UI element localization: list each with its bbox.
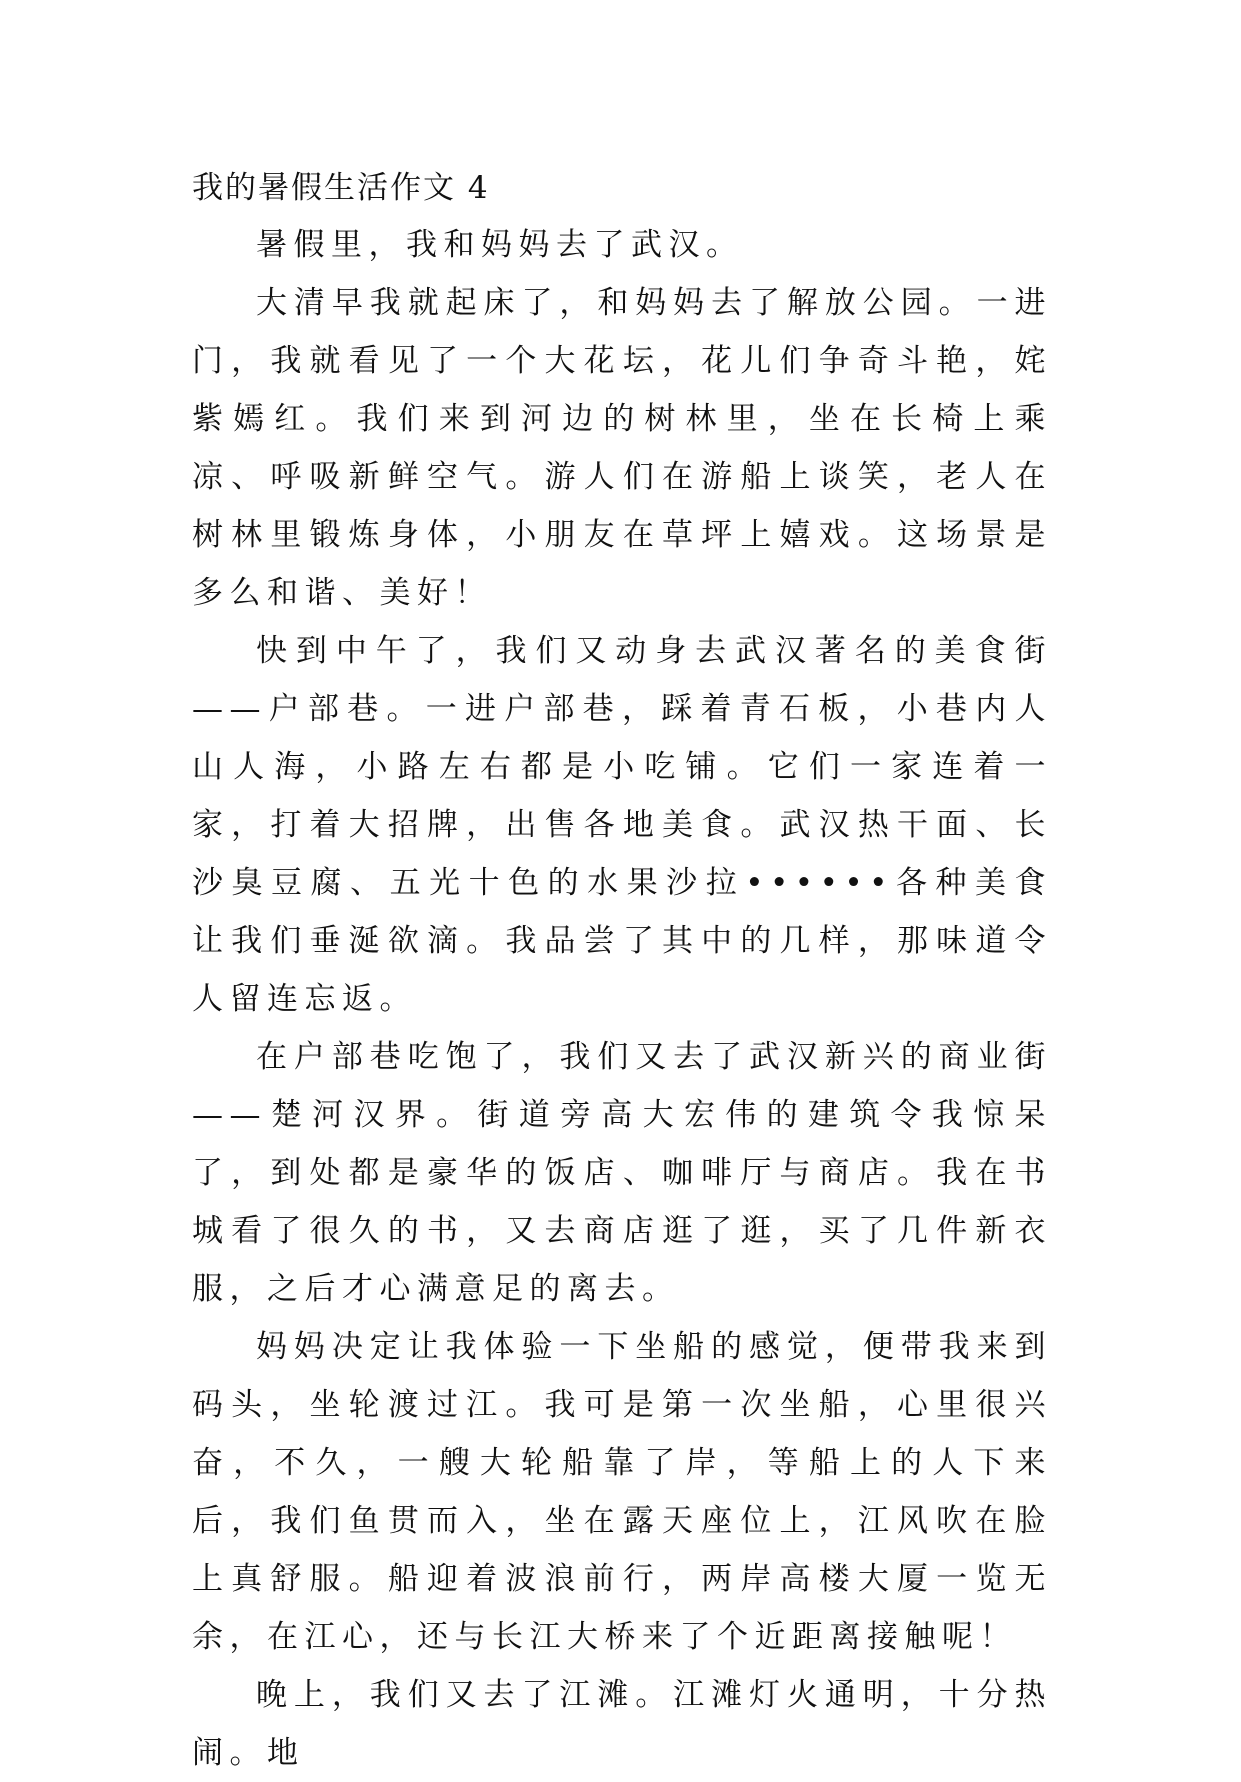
paragraph-3: 快到中午了，我们又动身去武汉著名的美食街——户部巷。一进户部巷，踩着青石板，小巷内人山人海，小路左右都是小吃铺。它们一家连着一家，打着大招牌，出售各地美食。武汉热干面、长沙臭豆腐、五光十色的水果沙拉••••••各种美食让我们垂涎欲滴。我品尝了其中的几样，那味道令人留连忘返。	[192, 633, 1052, 1017]
paragraph-2: 大清早我就起床了，和妈妈去了解放公园。一进门，我就看见了一个大花坛，花儿们争奇斗艳，姹紫嫣红。我们来到河边的树林里，坐在长椅上乘凉、呼吸新鲜空气。游人们在游船上谈笑，老人在树林里锻炼身体，小朋友在草坪上嬉戏。这场景是多么和谐、美好！	[192, 285, 1052, 611]
paragraph-6: 晚上，我们又去了江滩。江滩灯火通明，十分热闹。地	[192, 1677, 1052, 1771]
paragraph-5: 妈妈决定让我体验一下坐船的感觉，便带我来到码头，坐轮渡过江。我可是第一次坐船，心里很兴奋，不久，一艘大轮船靠了岸，等船上的人下来后，我们鱼贯而入，坐在露天座位上，江风吹在脸上真舒服。船迎着波浪前行，两岸高楼大厦一览无余，在江心，还与长江大桥来了个近距离接触呢！	[192, 1329, 1052, 1655]
document-title: 我的暑假生活作文 4	[192, 170, 490, 206]
document-body	[192, 160, 1052, 1782]
paragraph-1: 暑假里，我和妈妈去了武汉。	[256, 227, 744, 263]
paragraph-4: 在户部巷吃饱了，我们又去了武汉新兴的商业街——楚河汉界。街道旁高大宏伟的建筑令我惊呆了，到处都是豪华的饭店、咖啡厅与商店。我在书城看了很久的书，又去商店逛了逛，买了几件新衣服，之后才心满意足的离去。	[192, 1039, 1052, 1307]
